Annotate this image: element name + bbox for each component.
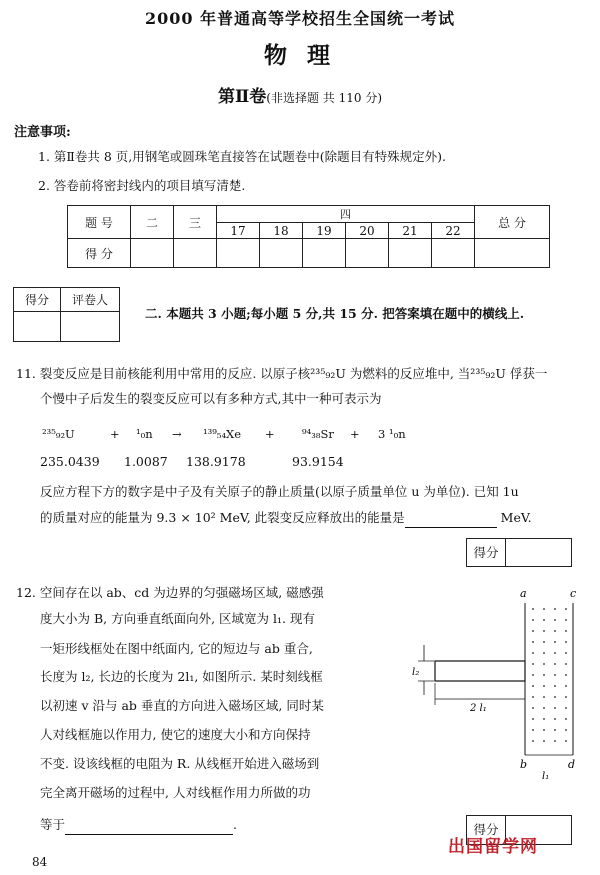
field-dots: [532, 608, 567, 742]
field-dot: [565, 608, 567, 610]
q12-answer-blank[interactable]: [65, 834, 233, 835]
q12-line-7: 不变. 设该线框的电阻为 R. 从线框开始进入磁场到: [40, 756, 320, 771]
field-dot: [565, 729, 567, 731]
q12-score-label: 得分: [467, 816, 506, 844]
section-2-instructions: 二. 本题共 3 小题;每小题 5 分,共 15 分. 把答案填在题中的横线上.: [145, 306, 525, 321]
q11-eq-arrow: →: [172, 427, 182, 441]
field-dot: [565, 740, 567, 742]
q11-score-label: 得分: [467, 539, 506, 566]
q11-line-2: 个慢中子后发生的裂变反应可以有多种方式,其中一种可表示为: [40, 391, 382, 406]
col-4-group: 四: [217, 206, 475, 223]
q12-line-8: 完全离开磁场的过程中, 人对线框作用力所做的功: [40, 785, 311, 800]
notes-heading: 注意事项:: [14, 125, 71, 140]
col-20: 20: [346, 223, 389, 239]
field-dot: [532, 608, 534, 610]
q12-line-4: 长度为 l₂, 长边的长度为 2l₁, 如图所示. 某时刻线框: [40, 669, 323, 684]
field-dot: [565, 641, 567, 643]
q11-mass-n: 1.0087: [124, 454, 168, 469]
field-dot: [565, 696, 567, 698]
q11-answer-blank[interactable]: [405, 527, 497, 528]
q12-line-2: 度大小为 B, 方向垂直纸面向外, 区域宽为 l₁. 现有: [40, 611, 315, 626]
field-dot: [532, 707, 534, 709]
label-d: d: [568, 758, 576, 771]
field-dot: [565, 663, 567, 665]
col-3: 三: [174, 206, 217, 239]
field-dot: [543, 718, 545, 720]
exam-title: 2000 年普通高等学校招生全国统一考试: [144, 9, 456, 28]
field-dot: [554, 674, 556, 676]
field-dot: [543, 685, 545, 687]
field-dot: [554, 663, 556, 665]
field-dot: [554, 718, 556, 720]
part-note: (非选择题 共 110 分): [266, 91, 383, 105]
q11-unit: MeV.: [500, 510, 532, 525]
q11-mass-xe: 138.9178: [186, 454, 246, 469]
field-dot: [565, 630, 567, 632]
field-dot: [543, 608, 545, 610]
score-cell[interactable]: [389, 239, 432, 268]
note-1: 1. 第Ⅱ卷共 8 页,用钢笔或圆珠笔直接答在试题卷中(除题目有特殊规定外).: [38, 149, 446, 164]
label-l1: l₁: [542, 771, 550, 782]
magnetic-field-figure: [400, 585, 595, 785]
field-dot: [554, 641, 556, 643]
field-dot: [543, 630, 545, 632]
field-dot: [532, 630, 534, 632]
field-dot: [532, 652, 534, 654]
field-dot: [565, 718, 567, 720]
field-dot: [532, 619, 534, 621]
q12-line-3: 一矩形线框处在图中纸面内, 它的短边与 ab 重合,: [40, 641, 313, 656]
q11-eq-plus: +: [110, 427, 120, 441]
field-dot: [543, 619, 545, 621]
score-cell[interactable]: [303, 239, 346, 268]
score-table: [67, 205, 550, 268]
col-18: 18: [260, 223, 303, 239]
field-dot: [565, 619, 567, 621]
field-dot: [532, 718, 534, 720]
field-dot: [554, 630, 556, 632]
field-dot: [543, 740, 545, 742]
col-2: 二: [131, 206, 174, 239]
score-cell[interactable]: [346, 239, 389, 268]
field-dot: [565, 707, 567, 709]
q11-eq-plus: +: [265, 427, 275, 441]
page-number: 84: [32, 855, 48, 869]
score-row-label: 得 分: [68, 239, 131, 268]
field-dot: [554, 608, 556, 610]
q11-eq-u235: ²³⁵₉₂U: [42, 427, 75, 441]
score-cell[interactable]: [217, 239, 260, 268]
q12-line-6: 人对线框施以作用力, 使它的速度大小和方向保持: [40, 727, 311, 742]
label-b: b: [520, 758, 528, 771]
field-dot: [532, 696, 534, 698]
q11-eq-plus: +: [350, 427, 360, 441]
field-dot: [532, 685, 534, 687]
field-dot: [543, 696, 545, 698]
grader-box: [13, 287, 120, 342]
col-22: 22: [432, 223, 475, 239]
note-2: 2. 答卷前将密封线内的项目填写清楚.: [38, 178, 246, 193]
q12-line-9: [40, 815, 237, 835]
label-c: c: [570, 587, 577, 600]
field-dot: [554, 696, 556, 698]
field-dot: [554, 729, 556, 731]
q11-eq-sr: ⁹⁴₃₈Sr: [302, 427, 334, 441]
field-dot: [543, 641, 545, 643]
field-dot: [532, 674, 534, 676]
subject-title: 物 理: [263, 42, 336, 69]
field-dot: [554, 685, 556, 687]
q11-line-3: 反应方程下方的数字是中子及有关原子的静止质量(以原子质量单位 u 为单位). 已知 1u: [40, 484, 519, 499]
q11-line-4-text: 的质量对应的能量为 9.3 × 10² MeV, 此裂变反应释放出的能量是: [40, 510, 405, 525]
label-l2: l₂: [412, 667, 420, 678]
label-2l1: 2 l₁: [470, 703, 487, 714]
q11-eq-neutron: ¹₀n: [136, 427, 153, 441]
col-21: 21: [389, 223, 432, 239]
col-19: 19: [303, 223, 346, 239]
q11-mass-sr: 93.9154: [292, 454, 344, 469]
watermark-logo: 出国留学网: [448, 837, 538, 857]
score-cell[interactable]: [432, 239, 475, 268]
field-dot: [565, 652, 567, 654]
q11-line-4: [40, 508, 532, 528]
q11-mass-u: 235.0439: [40, 454, 100, 469]
part-title: [0, 82, 600, 107]
field-dot: [554, 652, 556, 654]
score-cell[interactable]: [174, 239, 217, 268]
q12-prefix: 等于: [40, 817, 66, 832]
q11-score-box: [466, 538, 572, 567]
field-dot: [543, 707, 545, 709]
field-dot: [543, 663, 545, 665]
grader-score-cell[interactable]: [14, 312, 61, 342]
grader-name-label: 评卷人: [61, 288, 120, 312]
field-dot: [543, 674, 545, 676]
coil-rectangle: [435, 661, 525, 681]
field-dot: [532, 641, 534, 643]
q11-line-1: 11. 裂变反应是目前核能利用中常用的反应. 以原子核²³⁵₉₂U 为燃料的反应堆中, 当²³⁵₉₂U 俘获一: [16, 366, 548, 381]
field-dot: [532, 729, 534, 731]
q12-suffix: .: [233, 817, 237, 832]
q12-line-1: 12. 空间存在以 ab、cd 为边界的匀强磁场区域, 磁感强: [16, 585, 324, 600]
field-dot: [554, 707, 556, 709]
field-dot: [532, 740, 534, 742]
score-cell[interactable]: [260, 239, 303, 268]
field-dot: [565, 674, 567, 676]
grader-score-label: 得分: [14, 288, 61, 312]
part-name: 第Ⅱ卷: [217, 87, 267, 107]
q11-eq-xe: ¹³⁹₅₄Xe: [203, 427, 242, 441]
field-dot: [554, 740, 556, 742]
score-row-label: 题 号: [68, 206, 131, 239]
q12-line-5: 以初速 v 沿与 ab 垂直的方向进入磁场区域, 同时某: [40, 698, 324, 713]
field-dot: [543, 652, 545, 654]
grader-name-cell[interactable]: [61, 312, 120, 342]
score-cell[interactable]: [475, 239, 550, 268]
field-dot: [565, 685, 567, 687]
field-dot: [532, 663, 534, 665]
score-cell[interactable]: [131, 239, 174, 268]
col-17: 17: [217, 223, 260, 239]
label-a: a: [520, 587, 527, 600]
col-total: 总 分: [475, 206, 550, 239]
field-dot: [543, 729, 545, 731]
field-dot: [554, 619, 556, 621]
q11-eq-3n: 3 ¹₀n: [378, 427, 406, 441]
